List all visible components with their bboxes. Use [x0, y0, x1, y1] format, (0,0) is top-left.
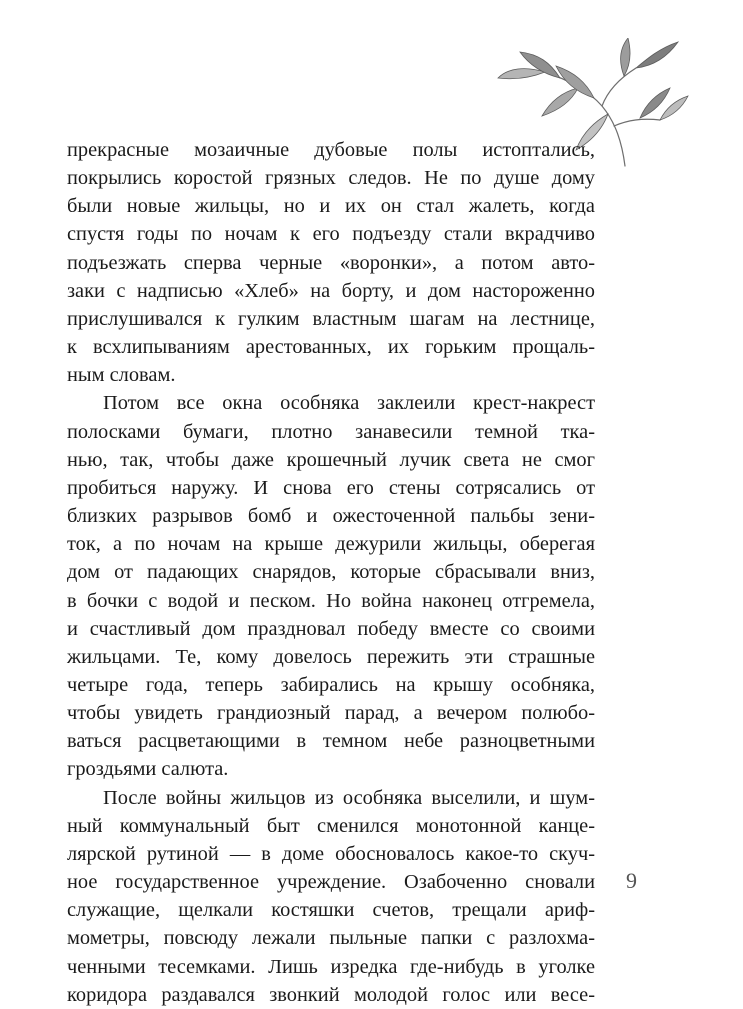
- text-line: ченными тесемками. Лишь изредка где-нибудь в уголке: [67, 955, 595, 978]
- text-line: пробиться наружу. И снова его стены сотрясались от: [67, 476, 595, 499]
- text-line: жильцами. Те, кому довелось пережить эти страшные: [67, 645, 595, 668]
- text-line: ток, а по ночам на крыше дежурили жильцы, оберегая: [67, 533, 595, 556]
- text-line: нью, так, чтобы даже крошечный лучик света не смог: [67, 448, 595, 471]
- text-line: чтобы увидеть грандиозный парад, а вечером полюбо-: [67, 702, 595, 725]
- text-line: ное государственное учреждение. Озабоченно сновали: [67, 871, 595, 894]
- text-line: подъезжать сперва черные «воронки», а потом авто-: [67, 251, 595, 274]
- text-line: ваться расцветающими в темном небе разноцветными: [67, 730, 595, 753]
- text-line: мометры, повсюду лежали пыльные папки с разлохма-: [67, 927, 595, 950]
- text-line: к всхлипываниям арестованных, их горьким прощаль-: [67, 336, 595, 359]
- text-line: ным словам.: [67, 364, 176, 387]
- body-text: [67, 136, 595, 1009]
- text-line: полосками бумаги, плотно занавесили темной тка-: [67, 420, 595, 443]
- text-line: прислушивался к гулким властным шагам на лестнице,: [67, 307, 595, 330]
- text-line: покрылись коростой грязных следов. Не по душе дому: [67, 167, 595, 190]
- text-line: четыре года, теперь забирались на крышу особняка,: [67, 673, 595, 696]
- text-line: дом от падающих снарядов, которые сбрасывали вниз,: [67, 561, 595, 584]
- text-line: лярской рутиной — в доме обосновалось какое-то скуч-: [67, 842, 595, 865]
- text-line: и счастливый дом праздновал победу вместе со своими: [67, 617, 595, 640]
- text-line: гроздьями салюта.: [67, 758, 229, 781]
- text-line: были новые жильцы, но и их он стал жалеть, когда: [67, 195, 595, 218]
- text-line: После войны жильцов из особняка выселили, и шум-: [103, 786, 595, 809]
- text-line: спустя годы по ночам к его подъезду стали вкрадчиво: [67, 223, 595, 246]
- text-line: прекрасные мозаичные дубовые полы истоптались,: [67, 139, 595, 161]
- page-number: 9: [626, 868, 637, 893]
- text-line: близких разрывов бомб и ожесточенной пальбы зени-: [67, 505, 595, 528]
- text-line: Потом все окна особняка заклеили крест-накрест: [103, 392, 595, 415]
- text-line: заки с надписью «Хлеб» на борту, и дом настороженно: [67, 279, 595, 302]
- text-line: служащие, щелкали костяшки счетов, трещали ариф-: [67, 899, 595, 922]
- text-line: в бочки с водой и песком. Но война наконец отгремела,: [67, 589, 595, 612]
- text-line: ный коммунальный быт сменился монотонной канце-: [67, 814, 595, 837]
- text-line: коридора раздавался звонкий молодой голос или весе-: [67, 983, 595, 1006]
